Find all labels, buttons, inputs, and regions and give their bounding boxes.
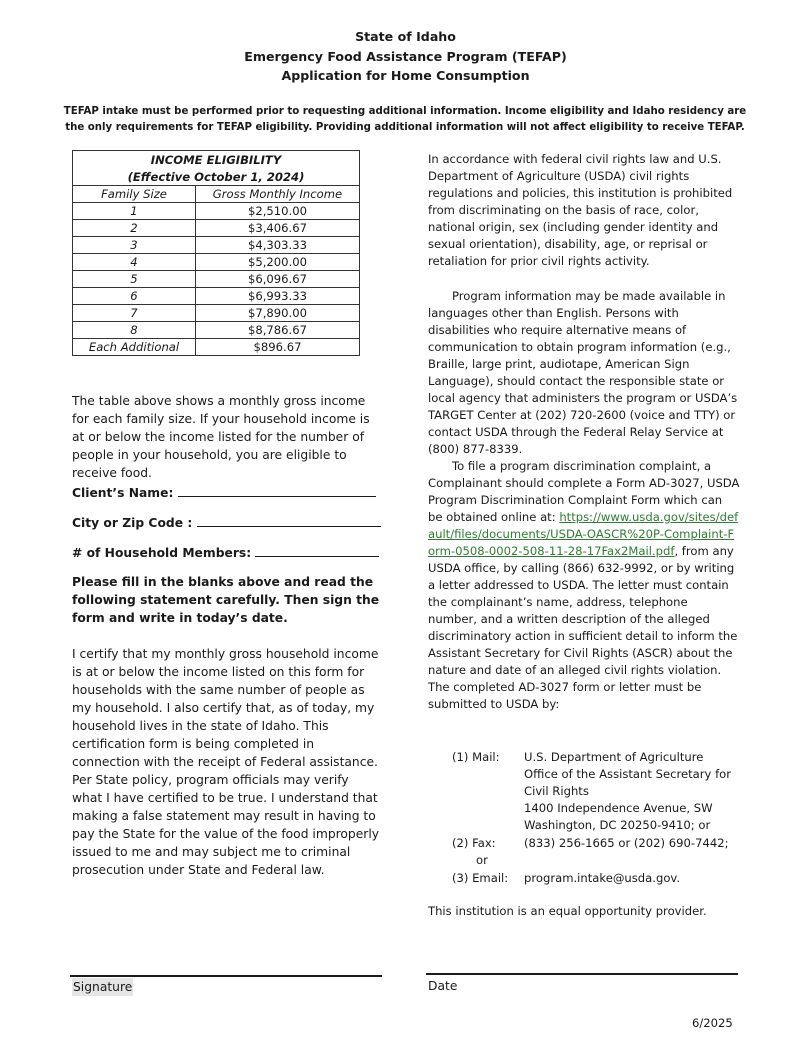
family-size-cell: 8: [73, 322, 196, 339]
table-body: [73, 203, 360, 356]
title-application: Application for Home Consumption: [281, 68, 530, 83]
income-eligibility-table: [72, 150, 360, 356]
civil-rights-para-3: [428, 458, 740, 713]
table-row: [73, 254, 360, 271]
title-state: State of Idaho: [355, 29, 456, 44]
monthly-income-cell: $6,993.33: [196, 288, 360, 305]
family-size-cell: Each Additional: [73, 339, 196, 356]
table-row: [73, 288, 360, 305]
table-row: [73, 339, 360, 356]
complaint-text-start: To file a program discrimination complaint, a Complainant should complete a Form AD-3027, USDA Program Discrimination Complaint Form which can be obtained online at:: [428, 459, 740, 524]
family-size-cell: 3: [73, 237, 196, 254]
date-label: Date: [428, 979, 458, 993]
complaint-text-end: , from any USDA office, by calling (866) 632-9992, or by writing a letter addressed to USDA. The letter must contain the complainant’s name, address, telephone number, and a written description of the alleged discriminatory action in sufficient detail to inform the Assistant Secretary for Civil Rights (ASCR) about the nature and date of an alleged civil rights violation. The completed AD-3027 form or letter must be submitted to USDA by:: [428, 544, 738, 711]
date-line[interactable]: [426, 973, 738, 975]
client-name-input[interactable]: [178, 483, 376, 497]
monthly-income-cell: $6,096.67: [196, 271, 360, 288]
family-size-cell: 5: [73, 271, 196, 288]
column-header-family-size: Family Size: [73, 186, 196, 203]
fax-label: (2) Fax:: [452, 836, 496, 850]
monthly-income-cell: $8,786.67: [196, 322, 360, 339]
intro-notice: [60, 104, 750, 136]
monthly-income-cell: $4,303.33: [196, 237, 360, 254]
civil-rights-para-1: In accordance with federal civil rights law and U.S. Department of Agriculture (USDA) civil rights regulations and policies, this institution is prohibited from discriminating on the basis of race, color, national origin, sex (including gender identity and sexual orientation), disability, age, or reprisal or retaliation for prior civil rights activity.: [428, 152, 733, 268]
table-row: [73, 322, 360, 339]
family-size-cell: 4: [73, 254, 196, 271]
mail-line-5: Washington, DC 20250-9410; or: [524, 818, 711, 832]
monthly-income-cell: $2,510.00: [196, 203, 360, 220]
monthly-income-cell: $3,406.67: [196, 220, 360, 237]
mail-label: (1) Mail:: [452, 750, 500, 764]
mail-line-4: 1400 Independence Avenue, SW: [524, 801, 713, 815]
form-version: 6/2025: [692, 1016, 733, 1030]
table-row: [73, 271, 360, 288]
table-row: [73, 237, 360, 254]
submission-methods: [452, 749, 742, 889]
complaint-form-link[interactable]: https://www.usda.gov/sites/default/files/documents/USDA-OASCR%20P-Complaint-Form-0508-0002-508-11-28-17Fax2Mail.pdf: [428, 510, 739, 558]
intro-line-2: the only requirements for TEFAP eligibility. Providing additional information will not affect eligibility to receive TEFAP.: [65, 122, 745, 133]
mail-line-3: Civil Rights: [524, 784, 589, 798]
table-note: The table above shows a monthly gross income for each family size. If your household income is at or below the income listed for the number of people in your household, you are eligible to receive food.: [72, 394, 370, 480]
client-name-field: [72, 483, 376, 502]
city-zip-label: City or Zip Code :: [72, 516, 193, 530]
signature-label: Signature: [73, 980, 133, 994]
signature-line[interactable]: [70, 975, 382, 977]
client-name-label: Client’s Name:: [72, 486, 174, 500]
table-row: [73, 220, 360, 237]
mail-line-1: U.S. Department of Agriculture: [524, 750, 704, 764]
monthly-income-cell: $7,890.00: [196, 305, 360, 322]
table-subtitle: (Effective October 1, 2024): [73, 168, 360, 186]
intro-line-1: TEFAP intake must be performed prior to requesting additional information. Income eligibility and Idaho residency are: [63, 106, 747, 117]
family-size-cell: 7: [73, 305, 196, 322]
or-text: or: [476, 853, 488, 867]
mail-address: [524, 749, 744, 834]
monthly-income-cell: $5,200.00: [196, 254, 360, 271]
form-title: [0, 27, 811, 86]
family-size-cell: 6: [73, 288, 196, 305]
civil-rights-para-2: Program information may be made available in languages other than English. Persons with disabilities who require alternative means of communication to obtain program information (e.g., Braille, large print, audiotape, American Sign Language), should contact the responsible state or local agency that administers the program or USDA’s TARGET Center at (202) 720-2600 (voice and TTY) or contact USDA through the Federal Relay Service at (800) 877-8339.: [428, 289, 738, 456]
monthly-income-cell: $896.67: [196, 339, 360, 356]
family-size-cell: 2: [73, 220, 196, 237]
household-members-label: # of Household Members:: [72, 546, 252, 560]
title-program: Emergency Food Assistance Program (TEFAP): [244, 48, 567, 64]
column-header-income: Gross Monthly Income: [196, 186, 360, 203]
instructions: Please fill in the blanks above and read the following statement carefully. Then sign the form and write in today’s date.: [72, 575, 380, 625]
email-value: program.intake@usda.gov.: [524, 871, 681, 885]
equal-opportunity-statement: This institution is an equal opportunity provider.: [428, 904, 707, 918]
household-members-input[interactable]: [255, 543, 379, 557]
table-row: [73, 203, 360, 220]
family-size-cell: 1: [73, 203, 196, 220]
fax-value: (833) 256-1665 or (202) 690-7442;: [524, 836, 729, 850]
email-label: (3) Email:: [452, 871, 509, 885]
certification-statement: I certify that my monthly gross household income is at or below the income listed on this form for households with the same number of people as my household. I also certify that, as of today, my household lives in the state of Idaho. This certification form is being completed in connection with the receipt of Federal assistance. Per State policy, program officials may verify what I have certified to be true. I understand that making a false statement may result in having to pay the State for the value of the food improperly issued to me and may subject me to criminal prosecution under State and Federal law.: [72, 647, 380, 877]
city-zip-input[interactable]: [197, 513, 381, 527]
table-title: INCOME ELIGIBILITY: [73, 151, 360, 169]
mail-line-2: Office of the Assistant Secretary for: [524, 767, 732, 781]
table-row: [73, 305, 360, 322]
household-members-field: [72, 543, 379, 562]
city-zip-field: [72, 513, 381, 532]
